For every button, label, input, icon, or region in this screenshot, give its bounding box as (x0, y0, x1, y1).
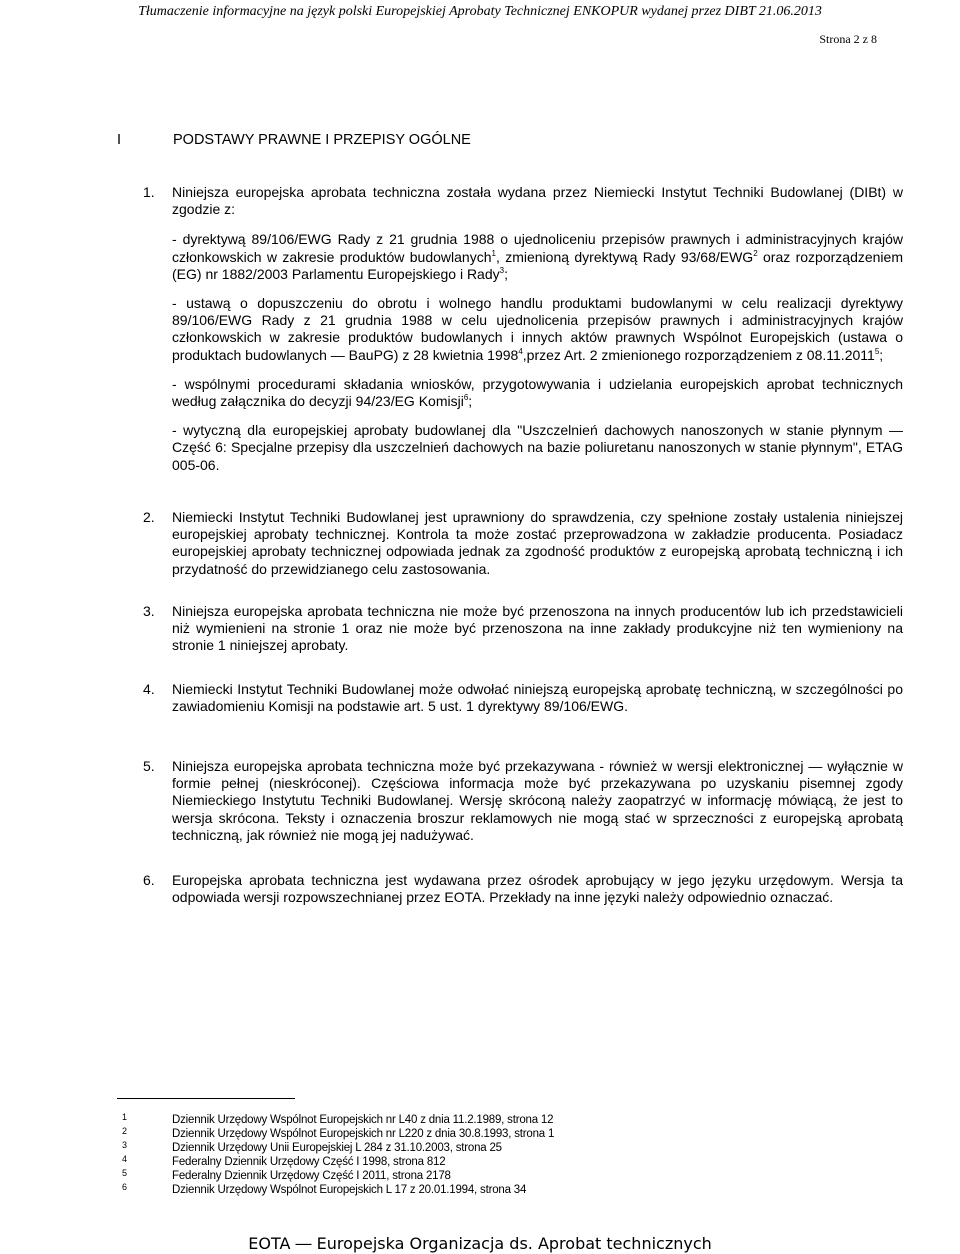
item-text: Niemiecki Instytut Techniki Budowlanej może odwołać niniejszą europejską aprobatę techniczną, w szczególności po zawiadomieniu Komisji na podstawie art. 5 ust. 1 dyrektywy 89/106/EWG. (172, 681, 903, 715)
footnote-ref: 4 (518, 346, 523, 356)
item-number: 6. (143, 872, 155, 888)
item-number: 5. (143, 758, 155, 774)
list-item-4 (143, 681, 903, 715)
footnote-ref: 3 (499, 265, 505, 275)
legal-basis-guideline: - wytyczną dla europejskiej aprobaty budowlanej dla "Uszczelnień dachowych nanoszonych w stanie płynnym ― Część 6: Specjalne przepisy dla uszczelnień dachowych na bazie poliuretanu nanoszonych w stanie płynnym", ETAG 005-06. (172, 422, 903, 473)
page-footer: EOTA ― Europejska Organizacja ds. Aprobat technicznych (248, 1234, 712, 1253)
footnote-ref: 6 (463, 393, 469, 403)
item-number: 1. (143, 184, 155, 200)
section-number: I (117, 132, 122, 148)
footnote-ref: 5 (874, 346, 880, 356)
item-text: Niniejsza europejska aprobata techniczna może być przekazywana - również w wersji elektronicznej ― wyłącznie w formie pełnej (nieskróconej). Częściowa informacja może być przekazywana po uzyskaniu pisemnej zgody Niemieckiego Instytutu Techniki Budowlanej. Wersję skróconą należy zaopatrzyć w informację mówiącą, że jest to wersja skrócona. Teksty i oznaczenia broszur reklamowych nie mogą stać w sprzeczności z europejską aprobatą techniczną, jak również nie mogą jej nadużywać. (172, 758, 903, 843)
document-header-title: Tłumaczenie informacyjne na język polski Europejskiej Aprobaty Technicznej ENKOPUR wydanej przez DIBT 21.06.2013 (138, 4, 822, 19)
footnote-ref: 2 (753, 248, 758, 258)
item-number: 3. (143, 603, 155, 619)
list-item-6 (143, 872, 903, 906)
item-number: 2. (143, 509, 155, 525)
item-text: Niniejsza europejska aprobata techniczna nie może być przenoszona na innych producentów lub ich przedstawicieli niż wymienieni na stronie 1 oraz nie może być przenoszona na inne zakłady produkcyjne niż ten wymieniony na stronie 1 niniejszej aprobaty. (172, 603, 903, 654)
item-number: 4. (143, 681, 155, 697)
page-number: Strona 2 z 8 (819, 32, 877, 46)
item-1-intro: Niniejsza europejska aprobata techniczna została wydana przez Niemiecki Instytut Techniki Budowlanej (DIBt) w zgodzie z: (172, 184, 903, 218)
list-item-1 (143, 184, 903, 474)
list-item-3 (143, 603, 903, 655)
list-item-2 (143, 509, 903, 578)
legal-basis-act: - ustawą o dopuszczeniu do obrotu i wolnego handlu produktami budowlanymi w celu realizacji dyrektywy 89/106/EWG Rady z 21 grudnia 1988 w celu ujednolicenia przepisów prawnych i administracyjnych krajów członkowskich w zakresie produktów budowlanych i innych aktów prawnych Wspólnot Europejskich (ustawa o produktach budowlanych ― BauPG) z 28 kwietnia 1998$^4$,przez Art. 2 zmienionego rozporządzeniem z 08.11.2011$^5$; (172, 295, 903, 363)
legal-basis-procedures: - wspólnymi procedurami składania wniosków, przygotowywania i udzielania europejskich aprobat technicznych według załącznika do decyzji 94/23/EG Komisji$^6$; (172, 375, 903, 410)
footnote-ref: 1 (491, 248, 496, 258)
legal-basis-directive: - dyrektywą 89/106/EWG Rady z 21 grudnia 1988 o ujednoliceniu przepisów prawnych i administracyjnych krajów członkowskich w zakresie produktów budowlanych$^1$, zmienioną dyrektywą Rady 93/68/EWG$^2$ oraz rozporządzeniem (EG) nr 1882/2003 Parlamentu Europejskiego i Rady$^3$; (172, 231, 903, 282)
item-text: Europejska aprobata techniczna jest wydawana przez ośrodek aprobujący w jego języku urzędowym. Wersja ta odpowiada wersji rozpowszechnianej przez EOTA. Przekłady na inne języki należy odpowiednio oznaczać. (172, 872, 903, 906)
section-title: PODSTAWY PRAWNE I PRZEPISY OGÓLNE (173, 132, 471, 148)
list-item-5 (143, 758, 903, 844)
section-heading (117, 132, 471, 148)
item-text: Niemiecki Instytut Techniki Budowlanej jest uprawniony do sprawdzenia, czy spełnione zostały ustalenia niniejszej europejskiej aprobaty technicznej. Kontrola ta może zostać przeprowadzona w zakładzie producenta. Posiadacz europejskiej aprobaty technicznej odpowiada jednak za zgodność produktów z europejską aprobatą techniczną i ich przydatność do przewidzianego celu zastosowania. (172, 509, 903, 577)
footnote-divider (117, 1098, 295, 1099)
